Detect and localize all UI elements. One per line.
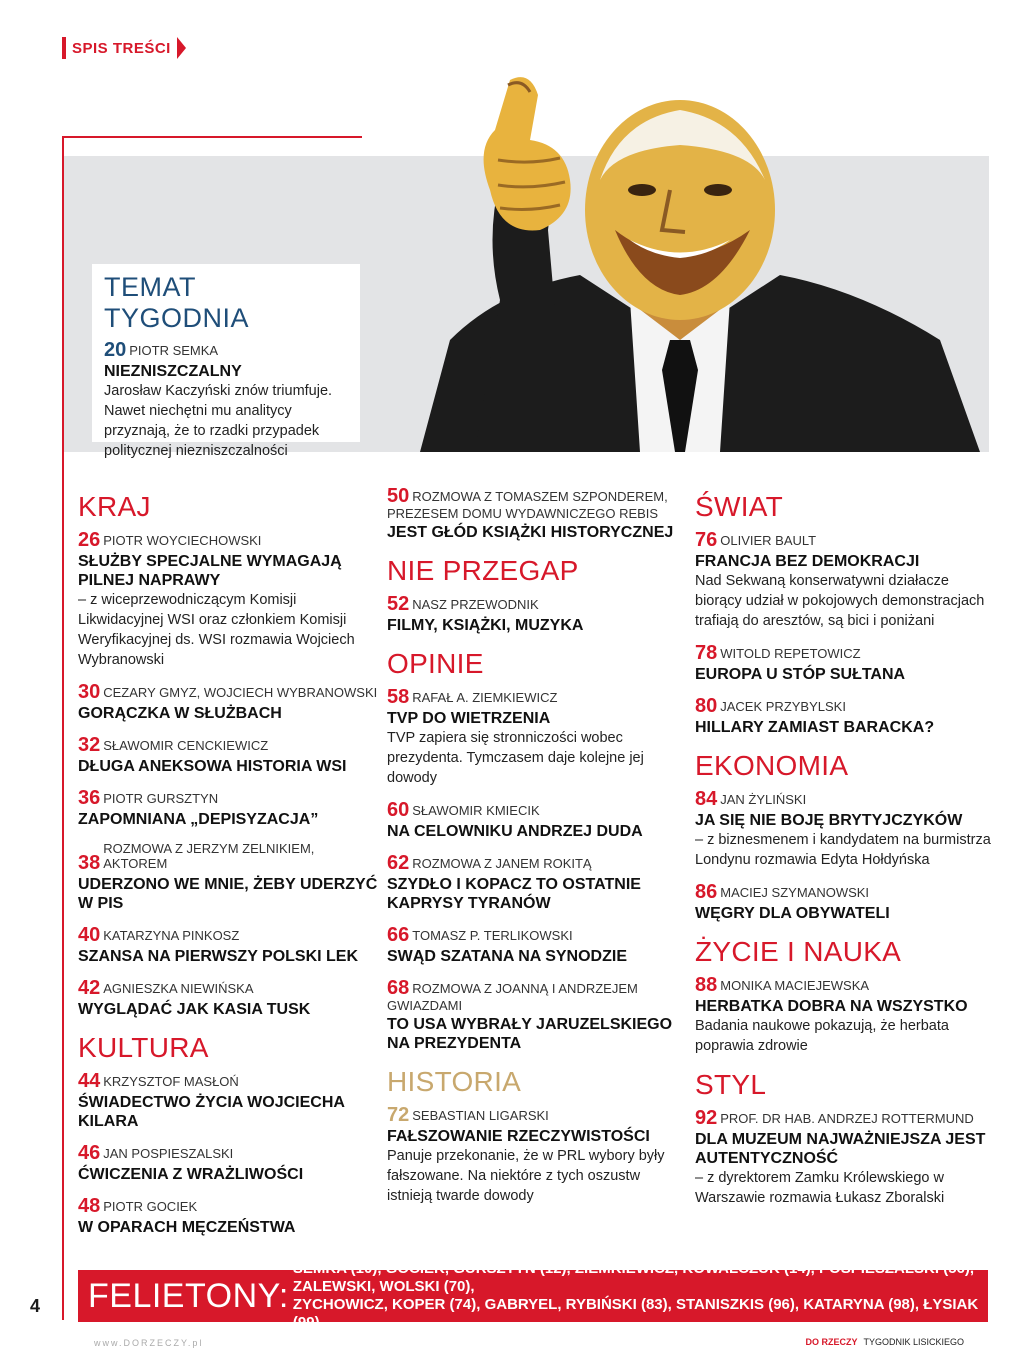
entry-meta	[695, 643, 995, 663]
toc-entry[interactable]	[695, 975, 995, 1056]
toc-entry[interactable]	[695, 643, 995, 684]
brand-subtitle: TYGODNIK LISICKIEGO	[863, 1337, 964, 1347]
page-number: 76	[695, 529, 718, 551]
entry-title: DLA MUZEUM NAJWAŻNIEJSZA JEST AUTENTYCZNOŚĆ	[695, 1131, 986, 1167]
page-number: 68	[387, 977, 410, 999]
author: CEZARY GMYZ, WOJCIECH WYBRANOWSKI	[103, 685, 378, 700]
section-heading-zycie-i-nauka: ŻYCIE I NAUKA	[695, 936, 902, 967]
entry-title: WYGLĄDAĆ JAK KASIA TUSK	[78, 1001, 311, 1018]
page-number: 44	[78, 1070, 101, 1092]
entry-meta	[78, 530, 378, 550]
page-number: 32	[78, 734, 101, 756]
page-number: 78	[695, 642, 718, 664]
entry-title: EUROPA U STÓP SUŁTANA	[695, 666, 906, 683]
entry-desc: – z wiceprzewodniczącym Komisji Likwidacyjnej WSI oraz członkiem Komisji Weryfikacyjnej ds. WSI rozmawia Wojciech Wybranowski	[78, 592, 355, 668]
entry-title: SZANSA NA PIERWSZY POLSKI LEK	[78, 948, 359, 965]
page-number: 88	[695, 974, 718, 996]
author: AGNIESZKA NIEWIŃSKA	[103, 981, 254, 996]
entry-title: W OPARACH MĘCZEŃSTWA	[78, 1219, 296, 1236]
author: NASZ PRZEWODNIK	[412, 597, 539, 612]
author: MACIEJ SZYMANOWSKI	[720, 885, 870, 900]
entry-meta	[78, 925, 378, 945]
page-number: 60	[387, 799, 410, 821]
author-line-2: PREZESEM DOMU WYDAWNICZEGO REBIS	[387, 506, 659, 521]
section-heading-kraj: KRAJ	[78, 491, 151, 522]
entry-meta	[695, 975, 995, 995]
section-heading-swiat: ŚWIAT	[695, 491, 784, 522]
brand-name: DO RZECZY	[805, 1337, 858, 1347]
page-number: 42	[78, 977, 101, 999]
toc-entry[interactable]	[387, 978, 687, 1053]
entry-title: SZYDŁO I KOPACZ TO OSTATNIE KAPRYSY TYRANÓW	[387, 876, 641, 912]
toc-entry[interactable]	[78, 735, 378, 776]
toc-entry[interactable]	[695, 530, 995, 631]
entry-title: JA SIĘ NIE BOJĘ BRYTYJCZYKÓW	[695, 812, 963, 829]
page-number: 20	[104, 339, 127, 361]
toc-entry[interactable]	[78, 1143, 378, 1184]
entry-desc: – z dyrektorem Zamku Królewskiego w Warszawie rozmawia Łukasz Zboralski	[695, 1170, 945, 1206]
entry-desc: Panuje przekonanie, że w PRL wybory były fałszowane. Na niektóre z tych oszustw istnieją twarde dowody	[387, 1148, 665, 1204]
entry-title: UDERZONO WE MNIE, ŻEBY UDERZYĆ W PIS	[78, 876, 378, 912]
author: SŁAWOMIR CENCKIEWICZ	[103, 738, 269, 753]
toc-entry[interactable]	[695, 789, 995, 870]
felietony-list	[289, 1260, 988, 1332]
page-number: 38	[78, 852, 101, 874]
featured-heading: TEMAT TYGODNIA	[104, 272, 250, 333]
toc-entry[interactable]	[695, 1108, 995, 1208]
section-tag-label: SPIS TREŚCI	[72, 39, 171, 57]
author: ROZMOWA Z TOMASZEM SZPONDEREM,	[412, 489, 668, 504]
author: WITOLD REPETOWICZ	[720, 646, 861, 661]
entry-meta	[78, 788, 378, 808]
toc-column-1	[78, 486, 378, 1249]
felietony-line-1: SEMKA (10), GOCIEK, GURSZTYN (12), ZIEMKIEWICZ, KOWALCZUK (14), POSPIESZALSKI (56), ZALEWSKI, WOLSKI (70),	[292, 1260, 975, 1295]
entry-meta	[78, 1196, 378, 1216]
toc-entry[interactable]	[78, 978, 378, 1019]
entry-meta	[695, 1108, 995, 1128]
section-tag	[62, 36, 186, 60]
page-number: 86	[695, 881, 718, 903]
entry-meta	[695, 530, 995, 550]
page-number: 52	[387, 593, 410, 615]
entry-meta	[78, 682, 378, 702]
section-heading-ekonomia: EKONOMIA	[695, 750, 849, 781]
author: MONIKA MACIEJEWSKA	[720, 978, 870, 993]
author: ROZMOWA Z JANEM ROKITĄ	[412, 856, 592, 871]
footer-url[interactable]: www.DORZECZY.pl	[94, 1338, 204, 1348]
entry-meta	[695, 882, 995, 902]
tag-arrow-icon	[177, 37, 186, 59]
toc-entry[interactable]	[695, 882, 995, 923]
page-number: 66	[387, 924, 410, 946]
author: RAFAŁ A. ZIEMKIEWICZ	[412, 690, 558, 705]
author: KATARZYNA PINKOSZ	[103, 928, 240, 943]
toc-column-2	[387, 486, 687, 1218]
author: PIOTR SEMKA	[129, 343, 219, 358]
section-heading-historia: HISTORIA	[387, 1066, 522, 1097]
entry-meta	[104, 340, 348, 360]
toc-entry[interactable]	[78, 1071, 378, 1131]
entry-title: TO USA WYBRAŁY JARUZELSKIEGO NA PREZYDENTA	[387, 1016, 673, 1052]
toc-entry[interactable]	[387, 800, 687, 841]
entry-title: SŁUŻBY SPECJALNE WYMAGAJĄ PILNEJ NAPRAWY	[78, 553, 342, 589]
entry-title: WĘGRY DLA OBYWATELI	[695, 905, 890, 922]
author: ROZMOWA Z JERZYM ZELNIKIEM, AKTOREM	[103, 841, 315, 871]
entry-title: HILLARY ZAMIAST BARACKA?	[695, 719, 935, 736]
toc-column-3	[695, 486, 995, 1220]
toc-entry[interactable]	[695, 696, 995, 737]
entry-meta	[387, 594, 687, 614]
entry-title: FAŁSZOWANIE RZECZYWISTOŚCI	[387, 1128, 650, 1145]
entry-title: TVP DO WIETRZENIA	[387, 710, 551, 727]
entry-desc: Badania naukowe pokazują, że herbata poprawia zdrowie	[695, 1018, 949, 1054]
toc-entry[interactable]	[387, 853, 687, 913]
toc-entry[interactable]	[78, 841, 378, 913]
author: JAN ŻYLIŃSKI	[720, 792, 807, 807]
hero-portrait-image	[380, 40, 980, 452]
page-number: 48	[78, 1195, 101, 1217]
entry-meta	[695, 789, 995, 809]
page-number: 84	[695, 788, 718, 810]
featured-story-box	[92, 264, 360, 459]
author: OLIVIER BAULT	[720, 533, 817, 548]
footer-brand	[805, 1337, 964, 1347]
felietony-label: FELIETONY:	[88, 1276, 289, 1315]
entry-title: ĆWICZENIA Z WRAŻLIWOŚCI	[78, 1166, 304, 1183]
author: TOMASZ P. TERLIKOWSKI	[412, 928, 573, 943]
entry-desc: – z biznesmenem i kandydatem na burmistrza Londynu rozmawia Edyta Hołdyńska	[695, 832, 991, 868]
section-heading-styl: STYL	[695, 1069, 767, 1100]
entry-title: GORĄCZKA W SŁUŻBACH	[78, 705, 282, 722]
page-number: 62	[387, 852, 410, 874]
page-number: 92	[695, 1107, 718, 1129]
section-heading-nie-przegap: NIE PRZEGAP	[387, 555, 579, 586]
entry-meta	[387, 1105, 687, 1125]
page-number: 46	[78, 1142, 101, 1164]
author-line-2: GWIAZDAMI	[387, 998, 463, 1013]
entry-title: ZAPOMNIANA „DEPISYZACJA”	[78, 811, 319, 828]
author: SEBASTIAN LIGARSKI	[412, 1108, 549, 1123]
toc-entry[interactable]	[78, 682, 378, 723]
entry-desc: TVP zapiera się stronniczości wobec prezydenta. Tymczasem daje kolejne jej dowody	[387, 730, 644, 786]
author: PIOTR GURSZTYN	[103, 791, 219, 806]
section-heading-opinie: OPINIE	[387, 648, 484, 679]
felietony-line-2: ZYCHOWICZ, KOPER (74), GABRYEL, RYBIŃSKI (83), STANISZKIS (96), KATARYNA (98), ŁYSIAK (99)	[292, 1296, 979, 1331]
entry-title: JEST GŁÓD KSIĄŻKI HISTORYCZNEJ	[387, 524, 674, 541]
entry-meta	[387, 687, 687, 707]
entry-meta	[387, 925, 687, 945]
felietony-bar	[78, 1260, 988, 1331]
entry-meta	[695, 696, 995, 716]
toc-entry[interactable]	[387, 486, 687, 542]
author: PIOTR WOYCIECHOWSKI	[103, 533, 262, 548]
entry-meta	[387, 486, 687, 506]
page-number: 50	[387, 485, 410, 507]
entry-meta	[387, 853, 687, 873]
page-number: 30	[78, 681, 101, 703]
toc-entry[interactable]	[78, 530, 378, 670]
entry-desc: Nad Sekwaną konserwatywni działacze biorący udział w pokojowych demonstracjach trafiają do aresztów, są bici i poniżani	[695, 573, 985, 629]
entry-meta	[78, 978, 378, 998]
entry-desc: Jarosław Kaczyński znów triumfuje. Nawet niechętni mu analitycy przyznają, że to rzadki przypadek politycznej niezniszczalności	[104, 383, 333, 459]
page-number: 58	[387, 686, 410, 708]
entry-title: DŁUGA ANEKSOWA HISTORIA WSI	[78, 758, 347, 775]
entry-meta	[387, 800, 687, 820]
entry-title: SWĄD SZATANA NA SYNODZIE	[387, 948, 627, 965]
toc-entry[interactable]	[387, 1105, 687, 1206]
section-heading-kultura: KULTURA	[78, 1032, 209, 1063]
toc-entry[interactable]	[78, 925, 378, 966]
author: PIOTR GOCIEK	[103, 1199, 198, 1214]
author: ROZMOWA Z JOANNĄ I ANDRZEJEM	[412, 981, 638, 996]
toc-entry[interactable]	[78, 788, 378, 829]
page-number: 72	[387, 1104, 410, 1126]
entry-title: FILMY, KSIĄŻKI, MUZYKA	[387, 617, 584, 634]
entry-title: FRANCJA BEZ DEMOKRACJI	[695, 553, 920, 570]
author: KRZYSZTOF MASŁOŃ	[103, 1074, 239, 1089]
page-number: 36	[78, 787, 101, 809]
featured-entry[interactable]	[104, 340, 348, 461]
frame-line-top	[62, 136, 362, 138]
toc-entry[interactable]	[387, 594, 687, 635]
author: PROF. DR HAB. ANDRZEJ ROTTERMUND	[720, 1111, 974, 1126]
page-number: 40	[78, 924, 101, 946]
author: JACEK PRZYBYLSKI	[720, 699, 846, 714]
toc-entry[interactable]	[78, 1196, 378, 1237]
entry-title: ŚWIADECTWO ŻYCIA WOJCIECHA KILARA	[78, 1094, 345, 1130]
author: JAN POSPIESZALSKI	[103, 1146, 234, 1161]
entry-meta	[78, 841, 378, 873]
page-number: 26	[78, 529, 101, 551]
entry-meta	[387, 978, 687, 998]
entry-meta	[78, 1143, 378, 1163]
entry-title: NIEZNISZCZALNY	[104, 363, 242, 380]
toc-entry[interactable]	[387, 925, 687, 966]
entry-meta	[78, 1071, 378, 1091]
page-number: 80	[695, 695, 718, 717]
entry-meta	[78, 735, 378, 755]
page-number-footer: 4	[30, 1296, 41, 1316]
entry-title: NA CELOWNIKU ANDRZEJ DUDA	[387, 823, 643, 840]
toc-entry[interactable]	[387, 687, 687, 788]
author: SŁAWOMIR KMIECIK	[412, 803, 540, 818]
entry-title: HERBATKA DOBRA NA WSZYSTKO	[695, 998, 968, 1015]
